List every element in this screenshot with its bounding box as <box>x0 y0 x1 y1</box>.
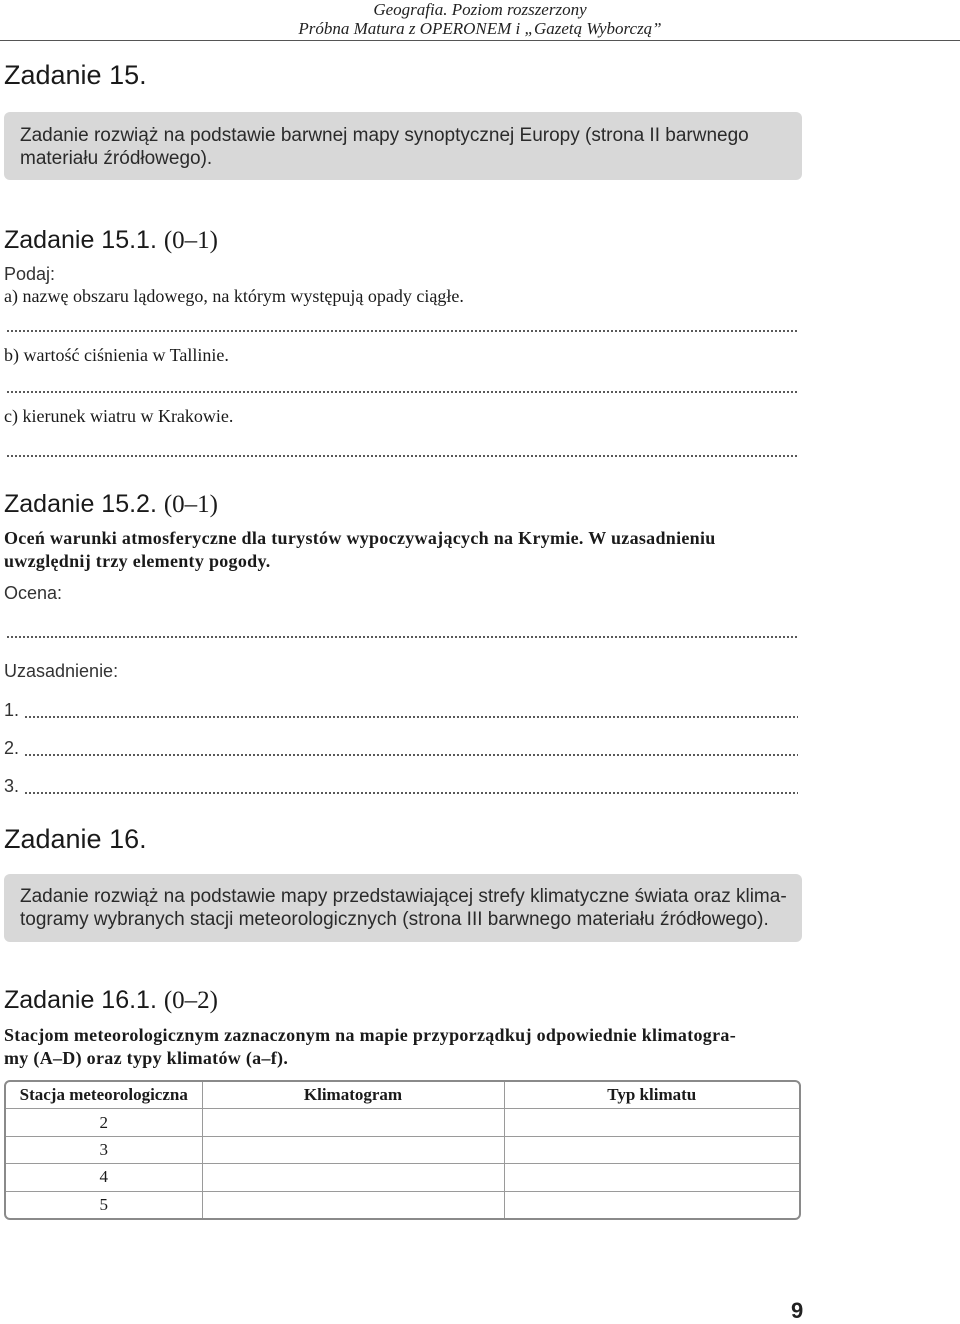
task15-title: Zadanie 15. <box>4 60 147 90</box>
answer-line-ocena[interactable] <box>6 636 798 638</box>
answer-line-justification-2[interactable] <box>24 754 798 756</box>
page-header <box>0 0 960 38</box>
table-row <box>6 1109 799 1136</box>
task15-2-instruction-line2: uwzględnij trzy elementy pogody. <box>4 551 271 571</box>
task15-1-lead: Podaj: <box>4 264 56 284</box>
answer-table <box>4 1080 801 1220</box>
task15-1-question-c: c) kierunek wiatru w Krakowie. <box>4 406 234 426</box>
climatogram-cell[interactable] <box>202 1164 504 1191</box>
table-row <box>6 1136 799 1163</box>
header-exam: Próbna Matura z OPERONEM i „Gazetą Wyborczą” <box>298 19 662 38</box>
task15-1-question-b: b) wartość ciśnienia w Tallinie. <box>4 345 229 365</box>
climatogram-cell[interactable] <box>202 1136 504 1163</box>
task16-1-instruction-line2: my (A–D) oraz typy klimatów (a–f). <box>4 1048 289 1068</box>
task15-2-instruction-line1: Oceń warunki atmosferyczne dla turystów wypoczywających na Krymie. W uzasadnieniu <box>4 528 716 548</box>
station-number: 4 <box>6 1164 202 1191</box>
task15-2-title: Zadanie 15.2. <box>4 490 157 518</box>
task16-1-heading <box>4 986 218 1015</box>
task16-1-title: Zadanie 16.1. <box>4 986 157 1014</box>
task15-2-heading <box>4 490 218 519</box>
climatogram-cell[interactable] <box>202 1191 504 1218</box>
climate-type-cell[interactable] <box>504 1164 799 1191</box>
station-number: 2 <box>6 1109 202 1136</box>
climatogram-cell[interactable] <box>202 1109 504 1136</box>
task15-1-points: (0–1) <box>163 227 219 254</box>
page-number: 9 <box>791 1298 804 1323</box>
col-header-climatogram: Klimatogram <box>202 1082 504 1109</box>
task16-1-instruction-line1: Stacjom meteorologicznym zaznaczonym na mapie przyporządkuj odpowiednie klimatogra- <box>4 1025 736 1045</box>
answer-line-justification-1[interactable] <box>24 716 798 718</box>
task16-1-points: (0–2) <box>163 987 219 1014</box>
task16-intro-line2: togramy wybranych stacji meteorologicznych (strona III barwnego materiału źródłowego). <box>20 909 769 930</box>
col-header-station: Stacja meteorologiczna <box>6 1082 202 1109</box>
climate-type-cell[interactable] <box>504 1109 799 1136</box>
task15-intro-box <box>4 112 802 180</box>
station-number: 5 <box>6 1191 202 1218</box>
task16-intro-line1: Zadanie rozwiąż na podstawie mapy przedstawiającej strefy klimatyczne świata oraz klima- <box>20 886 787 907</box>
table-row <box>6 1164 799 1191</box>
station-number: 3 <box>6 1136 202 1163</box>
climate-type-cell[interactable] <box>504 1191 799 1218</box>
justification-number-3: 3. <box>4 776 20 796</box>
task16-title: Zadanie 16. <box>4 824 147 854</box>
answer-line-b[interactable] <box>6 391 798 393</box>
task16-intro-box <box>4 874 802 942</box>
table-header-row <box>6 1082 799 1109</box>
table-row <box>6 1191 799 1218</box>
justification-number-2: 2. <box>4 738 20 758</box>
header-rule <box>0 40 960 41</box>
answer-line-justification-3[interactable] <box>24 792 798 794</box>
task15-1-title: Zadanie 15.1. <box>4 226 157 254</box>
task15-1-heading <box>4 226 218 255</box>
header-subject: Geografia. Poziom rozszerzony <box>373 0 587 19</box>
ocena-label: Ocena: <box>4 583 63 603</box>
uzasadnienie-label: Uzasadnienie: <box>4 661 119 681</box>
climate-type-cell[interactable] <box>504 1136 799 1163</box>
col-header-climate-type: Typ klimatu <box>504 1082 799 1109</box>
task15-1-question-a: a) nazwę obszaru lądowego, na którym występują opady ciągłe. <box>4 286 464 306</box>
justification-number-1: 1. <box>4 700 20 720</box>
answer-line-a[interactable] <box>6 330 798 332</box>
answer-line-c[interactable] <box>6 455 798 457</box>
task15-2-points: (0–1) <box>163 491 219 518</box>
task15-intro-text: Zadanie rozwiąż na podstawie barwnej mapy synoptycznej Europy (strona II barwnego materiału źródłowego). <box>20 125 749 169</box>
